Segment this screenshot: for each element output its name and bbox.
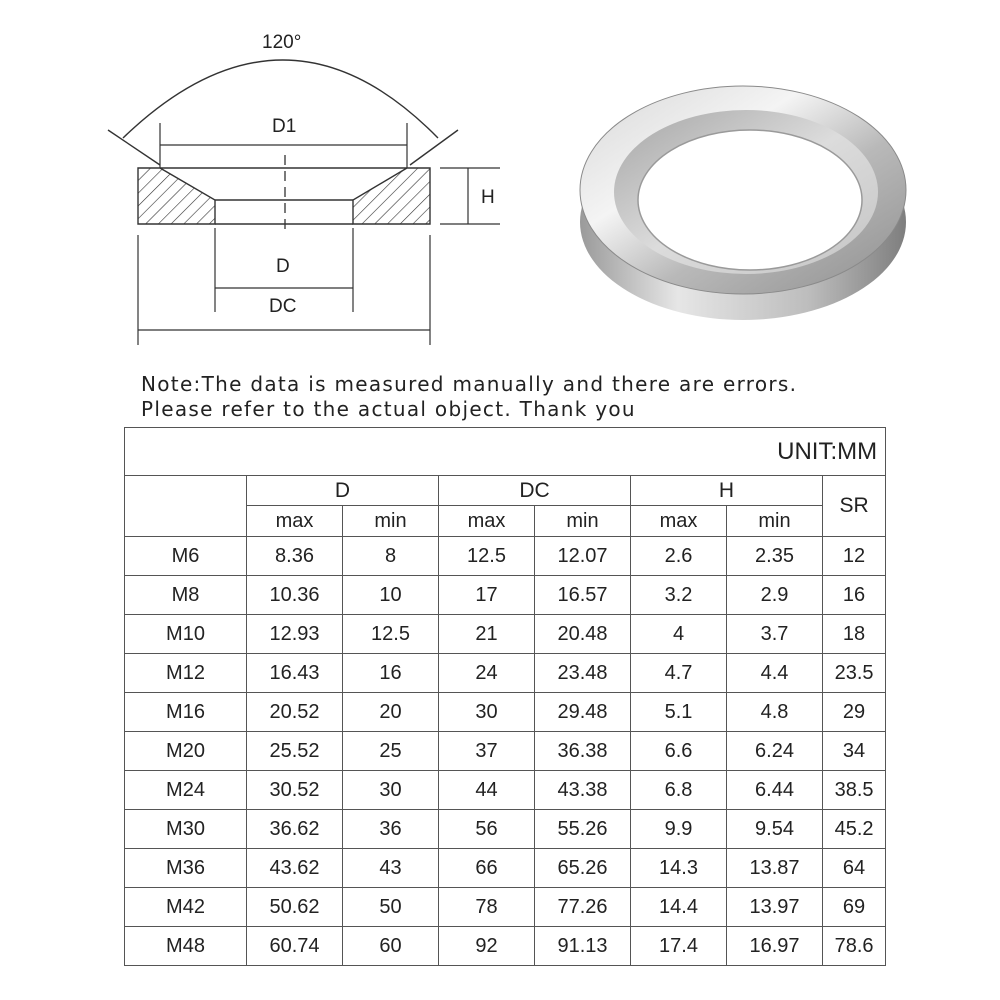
value-cell: 30 <box>343 771 439 810</box>
value-cell: 4.8 <box>727 693 823 732</box>
table-row <box>125 615 886 654</box>
value-cell: 6.6 <box>631 732 727 771</box>
value-cell: 77.26 <box>535 888 631 927</box>
value-cell: 78 <box>439 888 535 927</box>
value-cell: 14.4 <box>631 888 727 927</box>
note-line-2: Please refer to the actual object. Thank you <box>141 397 636 421</box>
value-cell: 9.54 <box>727 810 823 849</box>
value-cell: 25 <box>343 732 439 771</box>
unit-label: UNIT:MM <box>125 428 886 476</box>
value-cell: 3.7 <box>727 615 823 654</box>
value-cell: 24 <box>439 654 535 693</box>
value-cell: 38.5 <box>823 771 886 810</box>
table-row <box>125 888 886 927</box>
value-cell: 16 <box>343 654 439 693</box>
size-cell: M12 <box>125 654 247 693</box>
value-cell: 4.7 <box>631 654 727 693</box>
angle-extension-right <box>410 130 458 165</box>
size-cell: M6 <box>125 537 247 576</box>
size-cell: M42 <box>125 888 247 927</box>
value-cell: 37 <box>439 732 535 771</box>
d1-label: D1 <box>272 116 297 137</box>
value-cell: 10 <box>343 576 439 615</box>
dc-label: DC <box>269 296 297 317</box>
washer-cross-section-diagram <box>0 0 520 370</box>
table-row <box>125 537 886 576</box>
value-cell: 2.35 <box>727 537 823 576</box>
value-cell: 69 <box>823 888 886 927</box>
value-cell: 43.38 <box>535 771 631 810</box>
value-cell: 17 <box>439 576 535 615</box>
section-right <box>353 168 430 224</box>
value-cell: 10.36 <box>247 576 343 615</box>
value-cell: 20.48 <box>535 615 631 654</box>
angle-extension-left <box>108 130 160 165</box>
value-cell: 14.3 <box>631 849 727 888</box>
value-cell: 20 <box>343 693 439 732</box>
size-cell: M36 <box>125 849 247 888</box>
sub-header-h-max: max <box>631 506 727 537</box>
value-cell: 6.24 <box>727 732 823 771</box>
size-cell: M10 <box>125 615 247 654</box>
value-cell: 18 <box>823 615 886 654</box>
conical-washer-product-image <box>560 40 920 340</box>
value-cell: 16.43 <box>247 654 343 693</box>
value-cell: 60 <box>343 927 439 966</box>
value-cell: 60.74 <box>247 927 343 966</box>
value-cell: 56 <box>439 810 535 849</box>
value-cell: 29.48 <box>535 693 631 732</box>
note-line-1: Note:The data is measured manually and there are errors. <box>141 372 798 396</box>
size-header-cell <box>125 476 247 537</box>
table-row <box>125 732 886 771</box>
value-cell: 13.87 <box>727 849 823 888</box>
table-row <box>125 654 886 693</box>
value-cell: 4 <box>631 615 727 654</box>
value-cell: 25.52 <box>247 732 343 771</box>
d-label: D <box>276 256 290 277</box>
value-cell: 23.48 <box>535 654 631 693</box>
value-cell: 30 <box>439 693 535 732</box>
sub-header-dc-min: min <box>535 506 631 537</box>
size-cell: M30 <box>125 810 247 849</box>
sub-header-d-max: max <box>247 506 343 537</box>
value-cell: 29 <box>823 693 886 732</box>
table-row <box>125 849 886 888</box>
value-cell: 16 <box>823 576 886 615</box>
value-cell: 43.62 <box>247 849 343 888</box>
specification-table <box>124 427 886 966</box>
table-row <box>125 927 886 966</box>
value-cell: 34 <box>823 732 886 771</box>
value-cell: 36 <box>343 810 439 849</box>
value-cell: 30.52 <box>247 771 343 810</box>
value-cell: 6.44 <box>727 771 823 810</box>
section-left <box>138 168 215 224</box>
measurement-note <box>141 372 797 422</box>
value-cell: 50 <box>343 888 439 927</box>
value-cell: 36.38 <box>535 732 631 771</box>
angle-label: 120° <box>262 32 302 53</box>
unit-row <box>125 428 886 476</box>
h-label: H <box>481 187 495 208</box>
value-cell: 13.97 <box>727 888 823 927</box>
table-row <box>125 771 886 810</box>
value-cell: 5.1 <box>631 693 727 732</box>
sub-header-dc-max: max <box>439 506 535 537</box>
group-header-dc: DC <box>439 476 631 506</box>
size-cell: M24 <box>125 771 247 810</box>
table-row <box>125 810 886 849</box>
value-cell: 17.4 <box>631 927 727 966</box>
value-cell: 21 <box>439 615 535 654</box>
value-cell: 12 <box>823 537 886 576</box>
value-cell: 43 <box>343 849 439 888</box>
value-cell: 36.62 <box>247 810 343 849</box>
value-cell: 2.9 <box>727 576 823 615</box>
value-cell: 12.5 <box>343 615 439 654</box>
value-cell: 2.6 <box>631 537 727 576</box>
value-cell: 6.8 <box>631 771 727 810</box>
value-cell: 4.4 <box>727 654 823 693</box>
value-cell: 50.62 <box>247 888 343 927</box>
value-cell: 92 <box>439 927 535 966</box>
value-cell: 66 <box>439 849 535 888</box>
value-cell: 16.57 <box>535 576 631 615</box>
group-header-sr: SR <box>823 476 886 537</box>
value-cell: 78.6 <box>823 927 886 966</box>
value-cell: 45.2 <box>823 810 886 849</box>
value-cell: 12.5 <box>439 537 535 576</box>
value-cell: 20.52 <box>247 693 343 732</box>
table-row <box>125 576 886 615</box>
group-header-d: D <box>247 476 439 506</box>
value-cell: 8 <box>343 537 439 576</box>
value-cell: 44 <box>439 771 535 810</box>
header-row-groups <box>125 476 886 506</box>
size-cell: M8 <box>125 576 247 615</box>
table-row <box>125 693 886 732</box>
size-cell: M16 <box>125 693 247 732</box>
value-cell: 16.97 <box>727 927 823 966</box>
value-cell: 91.13 <box>535 927 631 966</box>
value-cell: 12.07 <box>535 537 631 576</box>
sub-header-d-min: min <box>343 506 439 537</box>
value-cell: 8.36 <box>247 537 343 576</box>
value-cell: 55.26 <box>535 810 631 849</box>
group-header-h: H <box>631 476 823 506</box>
value-cell: 12.93 <box>247 615 343 654</box>
value-cell: 9.9 <box>631 810 727 849</box>
sub-header-h-min: min <box>727 506 823 537</box>
size-cell: M20 <box>125 732 247 771</box>
value-cell: 23.5 <box>823 654 886 693</box>
size-cell: M48 <box>125 927 247 966</box>
value-cell: 64 <box>823 849 886 888</box>
value-cell: 3.2 <box>631 576 727 615</box>
value-cell: 65.26 <box>535 849 631 888</box>
